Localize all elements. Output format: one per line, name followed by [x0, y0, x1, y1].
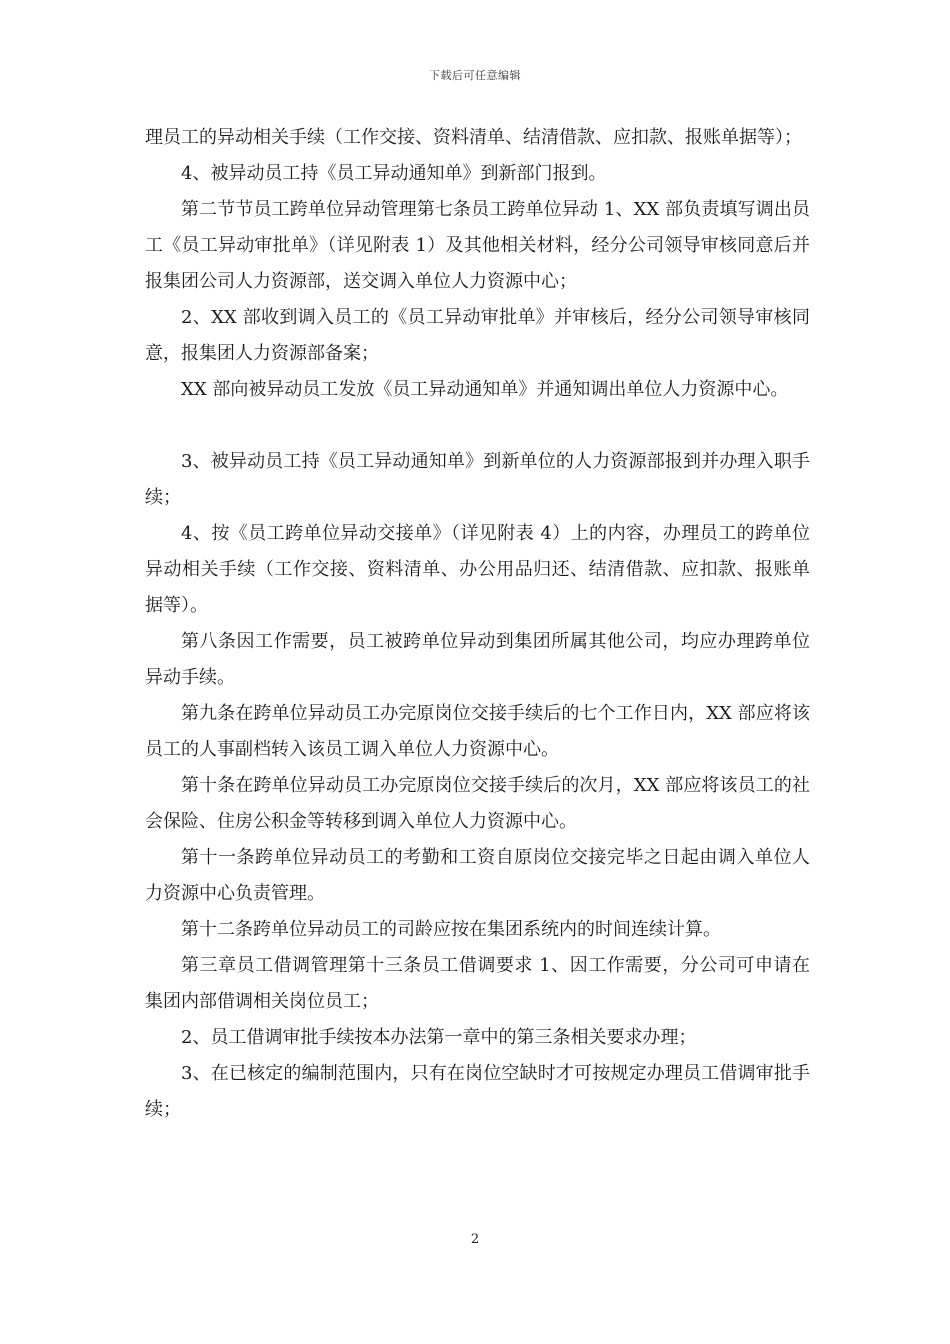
paragraph: 第三章员工借调管理第十三条员工借调要求 1、因工作需要，分公司可申请在集团内部借调相关岗位员工； — [145, 955, 810, 1012]
paragraph: 4、按《员工跨单位异动交接单》（详见附表 4）上的内容，办理员工的跨单位异动相关手续（工作交接、资料清单、办公用品归还、结清借款、应扣款、报账单据等）。 — [145, 523, 810, 616]
paragraph: XX 部向被异动员工发放《员工异动通知单》并通知调出单位人力资源中心。 — [181, 379, 789, 400]
paragraph: 4、被异动员工持《员工异动通知单》到新部门报到。 — [181, 163, 607, 184]
paragraph: 第十条在跨单位异动员工办完原岗位交接手续后的次月，XX 部应将该员工的社会保险、住房公积金等转移到调入单位人力资源中心。 — [145, 775, 810, 832]
paragraph: 3、被异动员工持《员工异动通知单》到新单位的人力资源部报到并办理入职手续； — [145, 451, 810, 508]
paragraph: 第二节节员工跨单位异动管理第七条员工跨单位异动 1、XX 部负责填写调出员工《员工异动审批单》（详见附表 1）及其他相关材料，经分公司领导审核同意后并报集团公司人力资源部，送交调入单位人力资源中心； — [145, 199, 810, 292]
paragraph: 第十一条跨单位异动员工的考勤和工资自原岗位交接完毕之日起由调入单位人力资源中心负责管理。 — [145, 847, 810, 904]
paragraph: 3、在已核定的编制范围内，只有在岗位空缺时才可按规定办理员工借调审批手续； — [145, 1063, 810, 1120]
paragraph: 2、XX 部收到调入员工的《员工异动审批单》并审核后，经分公司领导审核同意，报集团人力资源部备案； — [145, 307, 810, 364]
page-header-note: 下载后可任意编辑 — [429, 69, 521, 82]
paragraph: 第九条在跨单位异动员工办完原岗位交接手续后的七个工作日内，XX 部应将该员工的人事副档转入该员工调入单位人力资源中心。 — [145, 703, 810, 760]
document-body — [145, 120, 810, 1128]
paragraph: 2、员工借调审批手续按本办法第一章中的第三条相关要求办理； — [181, 1027, 697, 1048]
blank-line — [145, 408, 810, 444]
paragraph-continuation: 理员工的异动相关手续（工作交接、资料清单、结清借款、应扣款、报账单据等）； — [145, 127, 802, 148]
page-number: 2 — [470, 1232, 480, 1247]
paragraph: 第十二条跨单位异动员工的司龄应按在集团系统内的时间连续计算。 — [181, 919, 721, 940]
paragraph: 第八条因工作需要，员工被跨单位异动到集团所属其他公司，均应办理跨单位异动手续。 — [145, 631, 810, 688]
